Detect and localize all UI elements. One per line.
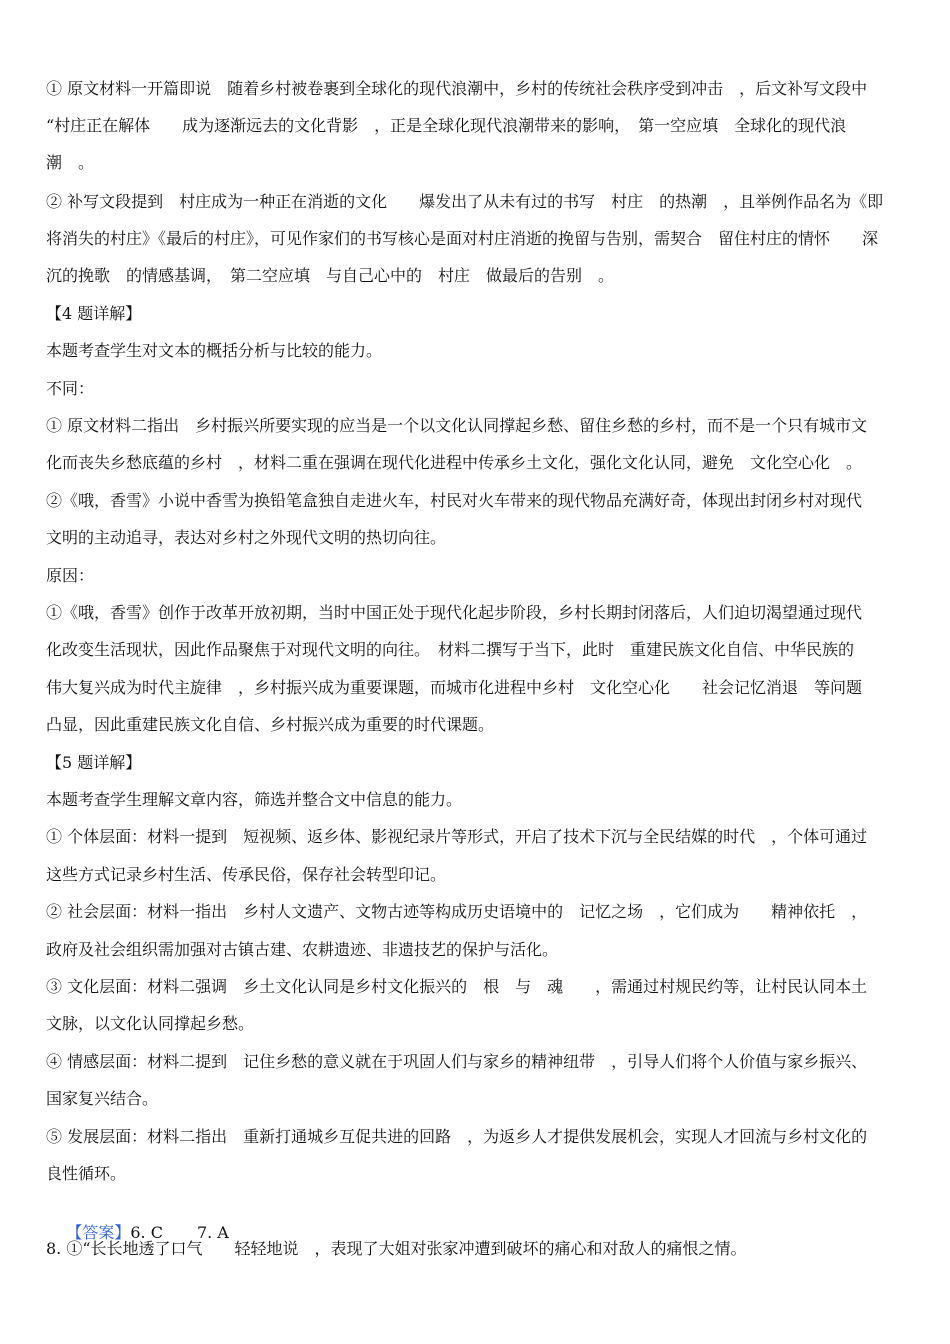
text-line: 本题考查学生理解文章内容，筛选并整合文中信息的能力。 <box>46 790 463 809</box>
text-line: 原因： <box>46 566 95 585</box>
text-line: ②《哦，香雪》小说中香雪为换铅笔盒独自走进火车，村民对火车带来的现代物品充满好奇，体现出封闭乡村对现代 <box>46 491 863 510</box>
text-line: ① 原文材料二指出 乡村振兴所要实现的应当是一个以文化认同撑起乡愁、留住乡愁的乡村，而不是一个只有城市文 <box>46 416 868 435</box>
text-line: ⑤ 发展层面：材料二指出 重新打通城乡互促共进的回路 ，为返乡人才提供发展机会，实现人才回流与乡村文化的 <box>46 1127 868 1146</box>
text-line: ①《哦，香雪》创作于改革开放初期，当时中国正处于现代化起步阶段，乡村长期封闭落后，人们迫切渴望通过现代 <box>46 603 863 622</box>
text-line: ③ 文化层面：材料二强调 乡土文化认同是乡村文化振兴的 根 与 魂 ，需通过村规民约等，让村民认同本土 <box>46 977 868 996</box>
text-line: 不同： <box>46 379 95 398</box>
text-line: ④ 情感层面：材料二提到 记住乡愁的意义就在于巩固人们与家乡的精神纽带 ，引导人们将个人价值与家乡振兴、 <box>46 1052 868 1071</box>
text-line: ① 原文材料一开篇即说 随着乡村被卷裹到全球化的现代浪潮中，乡村的传统社会秩序受到冲击 ，后文补写文段中 <box>46 79 868 98</box>
text-line: 文脉，以文化认同撑起乡愁。 <box>46 1014 255 1033</box>
text-line: 化而丧失乡愁底蕴的乡村 ，材料二重在强调在现代化进程中传承乡土文化，强化文化认同，避免 文化空心化 。 <box>46 453 863 472</box>
text-line: 伟大复兴成为时代主旋律 ，乡村振兴成为重要课题，而城市化进程中乡村 文化空心化 社会记忆消退 等问题 <box>46 678 863 697</box>
answer-label: 【答案】 <box>66 1223 131 1242</box>
text-line: 潮 。 <box>46 153 95 172</box>
text-line: 这些方式记录乡村生活、传承民俗，保存社会转型印记。 <box>46 865 447 884</box>
text-line: 8. ①“长长地透了口气 轻轻地说 ，表现了大姐对张家冲遭到破坏的痛心和对敌人的痛恨之情。 <box>46 1239 747 1258</box>
section-heading: 【5 题详解】 <box>46 753 142 772</box>
text-line: 将消失的村庄》《最后的村庄》，可见作家们的书写核心是面对村庄消逝的挽留与告别，需契合 留住村庄的情怀 深 <box>46 229 879 248</box>
text-line: 良性循环。 <box>46 1164 127 1183</box>
text-line: 本题考查学生对文本的概括分析与比较的能力。 <box>46 341 383 360</box>
answer-q6: 6. C <box>130 1223 163 1242</box>
text-line: 国家复兴结合。 <box>46 1089 159 1108</box>
text-line: 政府及社会组织需加强对古镇古建、农耕遗迹、非遗技艺的保护与活化。 <box>46 940 559 959</box>
text-line: ① 个体层面：材料一提到 短视频、返乡体、影视纪录片等形式，开启了技术下沉与全民结媒的时代 ，个体可通过 <box>46 827 868 846</box>
text-line: ② 补写文段提到 村庄成为一种正在消逝的文化 爆发出了从未有过的书写 村庄 的热潮 ，且举例作品名为《即 <box>46 192 884 211</box>
text-line: 凸显，因此重建民族文化自信、乡村振兴成为重要的时代课题。 <box>46 715 495 734</box>
section-heading: 【4 题详解】 <box>46 304 142 323</box>
text-line: ② 社会层面：材料一指出 乡村人文遗产、文物古迹等构成历史语境中的 记忆之场 ，它们成为 精神依托 ， <box>46 902 868 921</box>
text-line: 文明的主动追寻，表达对乡村之外现代文明的热切向往。 <box>46 528 447 547</box>
text-line: “村庄正在解体 成为逐渐远去的文化背影 ，正是全球化现代浪潮带来的影响， 第一空应填 全球化的现代浪 <box>46 116 847 135</box>
text-line: 沉的挽歌 的情感基调， 第二空应填 与自己心中的 村庄 做最后的告别 。 <box>46 266 615 285</box>
answer-q7: 7. A <box>196 1223 229 1242</box>
text-line: 化改变生活现状，因此作品聚焦于对现代文明的向往。 材料二撰写于当下，此时 重建民族文化自信、中华民族的 <box>46 640 855 659</box>
